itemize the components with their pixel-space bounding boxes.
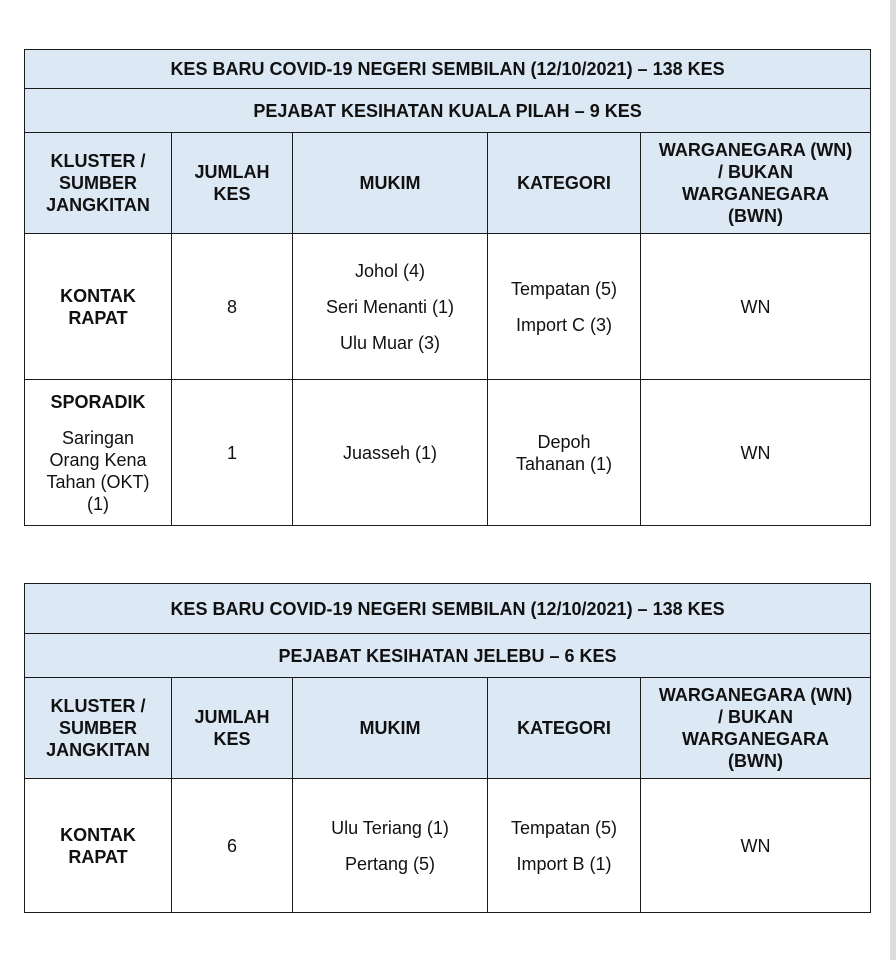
header-jumlah-kes: JUMLAH KES bbox=[172, 133, 293, 234]
header-kategori: KATEGORI bbox=[488, 133, 641, 234]
page-edge bbox=[890, 0, 896, 960]
cell-kluster: SPORADIK Saringan Orang Kena Tahan (OKT) (1) bbox=[25, 380, 172, 526]
header-warganegara: WARGANEGARA (WN) / BUKAN WARGANEGARA (BWN) bbox=[641, 678, 871, 779]
table-banner-title: KES BARU COVID-19 NEGERI SEMBILAN (12/10/2021) – 138 KES bbox=[25, 50, 871, 89]
cell-warganegara: WN bbox=[641, 380, 871, 526]
header-warganegara: WARGANEGARA (WN) / BUKAN WARGANEGARA (BWN) bbox=[641, 133, 871, 234]
cell-kategori: Depoh Tahanan (1) bbox=[488, 380, 641, 526]
cell-kategori: Tempatan (5) Import C (3) bbox=[488, 234, 641, 380]
cell-mukim: Juasseh (1) bbox=[293, 380, 488, 526]
health-office-title: PEJABAT KESIHATAN KUALA PILAH – 9 KES bbox=[25, 89, 871, 133]
header-mukim: MUKIM bbox=[293, 133, 488, 234]
cell-mukim: Johol (4) Seri Menanti (1) Ulu Muar (3) bbox=[293, 234, 488, 380]
table-row bbox=[25, 779, 871, 913]
table-banner-title: KES BARU COVID-19 NEGERI SEMBILAN (12/10/2021) – 138 KES bbox=[25, 584, 871, 634]
header-jumlah-kes: JUMLAH KES bbox=[172, 678, 293, 779]
cell-jumlah: 8 bbox=[172, 234, 293, 380]
cell-mukim: Ulu Teriang (1) Pertang (5) bbox=[293, 779, 488, 913]
health-office-title: PEJABAT KESIHATAN JELEBU – 6 KES bbox=[25, 634, 871, 678]
column-header-row bbox=[25, 678, 871, 779]
jelebu-case-table bbox=[24, 583, 871, 913]
cell-jumlah: 1 bbox=[172, 380, 293, 526]
header-kategori: KATEGORI bbox=[488, 678, 641, 779]
table-row bbox=[25, 380, 871, 526]
header-kluster: KLUSTER / SUMBER JANGKITAN bbox=[25, 133, 172, 234]
table-row bbox=[25, 234, 871, 380]
cell-jumlah: 6 bbox=[172, 779, 293, 913]
cell-kategori: Tempatan (5) Import B (1) bbox=[488, 779, 641, 913]
header-kluster: KLUSTER / SUMBER JANGKITAN bbox=[25, 678, 172, 779]
cell-warganegara: WN bbox=[641, 779, 871, 913]
header-mukim: MUKIM bbox=[293, 678, 488, 779]
kuala-pilah-case-table bbox=[24, 49, 871, 526]
column-header-row bbox=[25, 133, 871, 234]
cell-warganegara: WN bbox=[641, 234, 871, 380]
cell-kluster: KONTAK RAPAT bbox=[25, 779, 172, 913]
cell-kluster: KONTAK RAPAT bbox=[25, 234, 172, 380]
